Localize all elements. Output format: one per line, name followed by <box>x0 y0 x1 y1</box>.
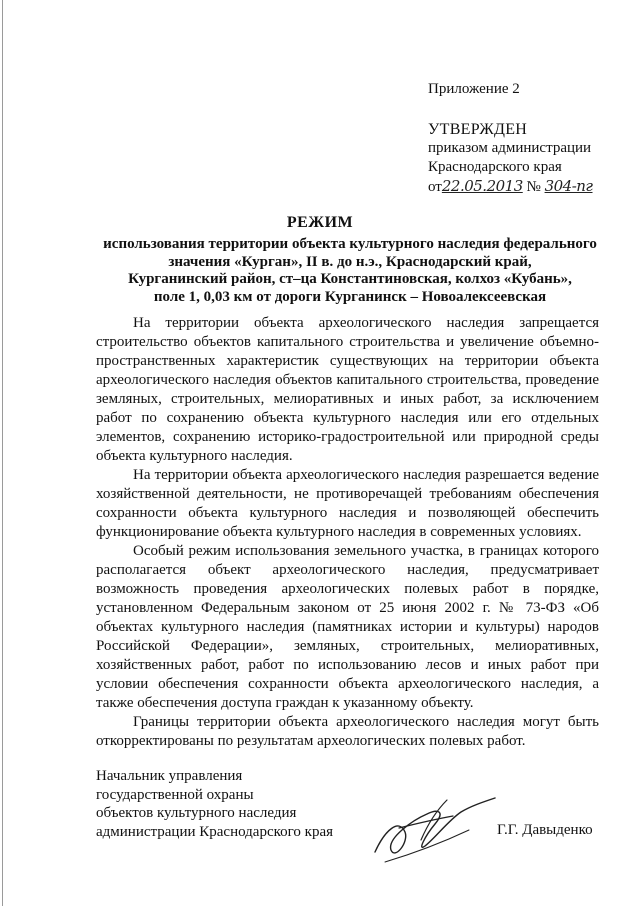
handwritten-signature <box>365 790 505 870</box>
approval-heading: УТВЕРЖДЕН <box>428 121 528 138</box>
body-paragraph: Особый режим использования земельного участка, в границах которого располагается объект археологического наследия, предусматривает возможность проведения археологических полевых работ в порядке, установленном Федеральным законом от 25 июня 2002 г. № 73-ФЗ «Об объектах культурного наследия (памятниках истории и культуры) народов Российской Федерации», земляных, строительных, мелиоративных, хозяйственных работ, работ по использованию лесов и иных работ при условии обеспечения сохранности объекта археологического наследия, а также обеспечения доступа граждан к указанному объекту. <box>96 543 599 711</box>
body-paragraph: Границы территории объекта археологического наследия могут быть откорректированы по результатам археологических полевых работ. <box>96 714 599 749</box>
signature-block <box>96 767 333 841</box>
approval-line-2: Краснодарского края <box>428 159 562 175</box>
document-subtitle <box>80 236 620 306</box>
signer-name: Г.Г. Давыденко <box>497 822 593 838</box>
page-edge-line <box>2 0 3 906</box>
document-title: РЕЖИМ <box>286 214 354 231</box>
signer-position-line: администрации Краснодарского края <box>96 823 334 840</box>
appendix-label: Приложение 2 <box>428 81 520 97</box>
handwritten-date: 22.05.2013 <box>441 177 523 195</box>
document-body <box>96 314 599 751</box>
approval-block <box>428 120 628 197</box>
date-prefix: от <box>428 179 442 195</box>
body-paragraph: На территории объекта археологического наследия запрещается строительство объектов капитального строительства и увеличение объемно-пространственных характеристик существующих на территории объекта археологического наследия объектов капитального строительства, проведение земляных, строительных, мелиоративных и иных работ, за исключением работ по сохранению объекта культурного наследия или его отдельных элементов, сохранению историко-градостроительной или природной среды объекта культурного наследия. <box>96 315 599 464</box>
subtitle-line: значения «Курган», II в. до н.э., Краснодарский край, <box>168 253 532 270</box>
subtitle-line: использования территории объекта культурного наследия федерального <box>103 236 597 252</box>
approval-date-line <box>428 177 628 197</box>
signer-position-line: объектов культурного наследия <box>96 805 297 821</box>
approval-line-1: приказом администрации <box>428 140 592 156</box>
signer-position-line: Начальник управления <box>96 768 243 784</box>
signer-position-line: государственной охраны <box>96 786 254 803</box>
handwritten-number: 304-пг <box>544 177 593 195</box>
body-paragraph: На территории объекта археологического наследия разрешается ведение хозяйственной деятельности, не противоречащей требованиям обеспечения сохранности объекта культурного наследия и позволяющей обеспечить функционирование объекта культурного наследия в современных условиях. <box>96 467 599 540</box>
subtitle-line: поле 1, 0,03 км от дороги Курганинск – Новоалексеевская <box>153 288 547 305</box>
number-prefix: № <box>526 179 541 195</box>
subtitle-line: Курганинский район, ст–ца Константиновская, колхоз «Кубань», <box>128 271 572 287</box>
